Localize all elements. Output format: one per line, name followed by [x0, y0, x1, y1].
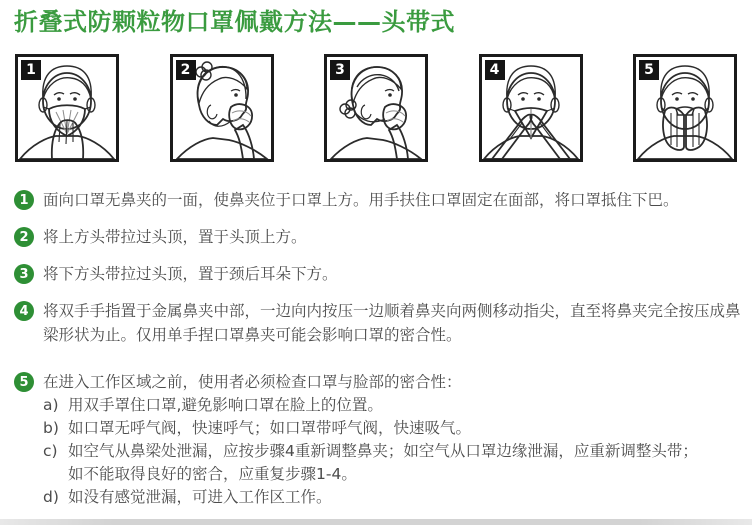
step-number-badge: 4	[14, 301, 34, 321]
subitem-label: b)	[43, 419, 59, 437]
step-item-2	[14, 225, 742, 249]
bottom-divider	[0, 519, 752, 525]
page-title: 折叠式防颗粒物口罩佩戴方法——头带式	[14, 8, 455, 36]
subitem-label: d)	[43, 488, 59, 506]
figure-step-4	[479, 54, 583, 162]
subitem-text: 如没有感觉泄漏，可进入工作区工作。	[68, 488, 332, 506]
subitem-text-line1: 如空气从鼻梁处泄漏，应按步骤4重新调整鼻夹；如空气从口罩边缘泄漏，应重新调整头带；	[68, 442, 698, 460]
subitem-label: c)	[43, 442, 58, 460]
figure-number-badge: 2	[176, 60, 196, 80]
subitem-label: a)	[43, 396, 59, 414]
step-number-badge: 3	[14, 264, 34, 284]
step-item-5	[14, 370, 742, 509]
subitem-text	[68, 440, 698, 486]
step-item-4	[14, 299, 742, 347]
subitem-b	[43, 417, 698, 440]
step-item-1	[14, 188, 742, 212]
step-item-3	[14, 262, 742, 286]
step-text: 在进入工作区域之前，使用者必须检查口罩与脸部的密合性：	[43, 373, 462, 391]
subitem-text: 用双手罩住口罩,避免影响口罩在脸上的位置。	[68, 396, 383, 414]
subitem-c	[43, 440, 698, 486]
figure-step-1	[15, 54, 119, 162]
step-text: 面向口罩无鼻夹的一面，使鼻夹位于口罩上方。用手扶住口罩固定在面部，将口罩抵住下巴。	[43, 191, 679, 209]
step-5-subitems	[43, 394, 698, 509]
figure-step-5	[633, 54, 737, 162]
figure-row	[0, 54, 752, 162]
instruction-steps	[14, 188, 742, 509]
subitem-text-line2: 如不能取得良好的密合，应重复步骤1-4。	[68, 465, 357, 483]
subitem-d	[43, 486, 698, 509]
step-number-badge: 2	[14, 227, 34, 247]
figure-number-badge: 4	[485, 60, 505, 80]
figure-number-badge: 5	[639, 60, 659, 80]
subitem-text: 如口罩无呼气阀，快速呼气；如口罩带呼气阀，快速吸气。	[68, 419, 472, 437]
step-number-badge: 5	[14, 372, 34, 392]
figure-step-3	[324, 54, 428, 162]
step-number-badge: 1	[14, 190, 34, 210]
step-text: 将下方头带拉过头顶，置于颈后耳朵下方。	[43, 265, 338, 283]
subitem-a	[43, 394, 698, 417]
step-text: 将上方头带拉过头顶，置于头顶上方。	[43, 228, 307, 246]
figure-number-badge: 1	[21, 60, 41, 80]
figure-number-badge: 3	[330, 60, 350, 80]
figure-step-2	[170, 54, 274, 162]
step-text: 将双手手指置于金属鼻夹中部，一边向内按压一边顺着鼻夹向两侧移动指尖，直至将鼻夹完全按压成鼻梁形状为止。仅用单手捏口罩鼻夹可能会影响口罩的密合性。	[43, 302, 741, 344]
